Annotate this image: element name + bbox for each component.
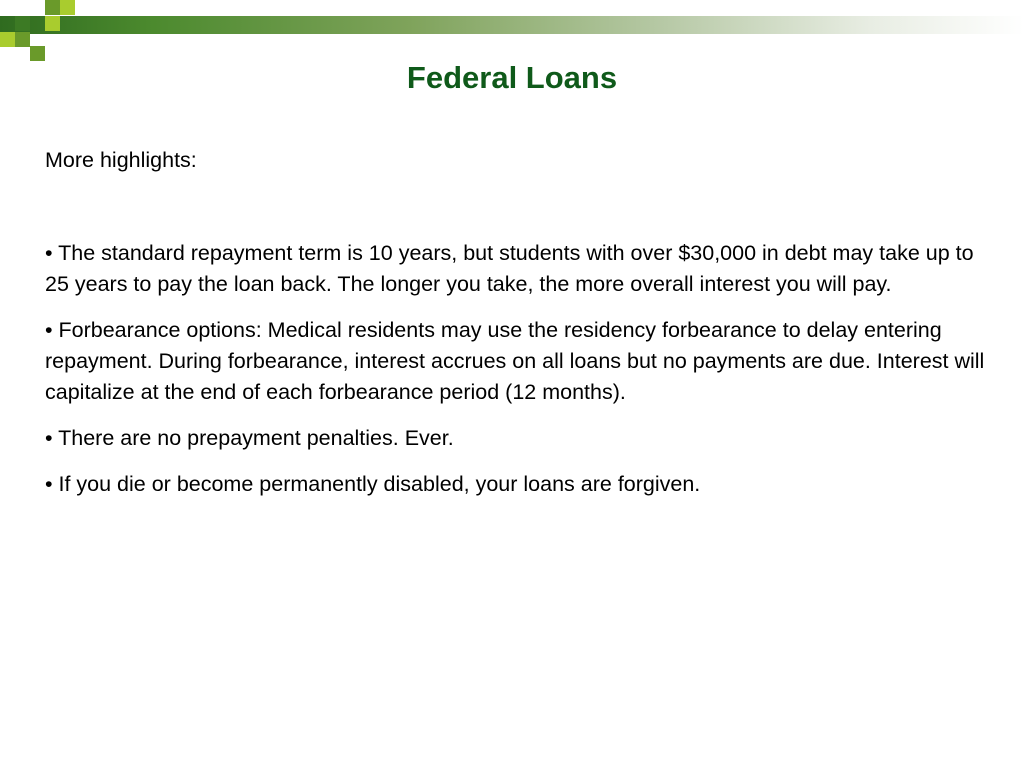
- bullet-forbearance: • Forbearance options: Medical residents may use the residency forbearance to delay entering repayment. During forbearance, interest accrues on all loans but no payments are due. Interest will capitalize at the end of each forbearance period (12 months).: [45, 318, 985, 404]
- decor-square: [45, 0, 60, 15]
- bullet-prepayment: • There are no prepayment penalties. Ever.: [45, 426, 454, 450]
- decor-square: [0, 32, 15, 47]
- decor-square: [15, 32, 30, 47]
- decor-square: [45, 16, 60, 31]
- bullet-forgiveness: • If you die or become permanently disabled, your loans are forgiven.: [45, 472, 701, 496]
- slide-body: [45, 145, 995, 515]
- bullet-repayment-term: • The standard repayment term is 10 years, but students with over $30,000 in debt may take up to 25 years to pay the loan back. The longer you take, the more overall interest you will pay.: [45, 241, 974, 296]
- slide-title: Federal Loans: [406, 60, 618, 95]
- header-gradient-band: [0, 16, 1024, 34]
- decor-square: [15, 16, 30, 31]
- intro-text: More highlights:: [45, 148, 197, 172]
- decor-square: [60, 0, 75, 15]
